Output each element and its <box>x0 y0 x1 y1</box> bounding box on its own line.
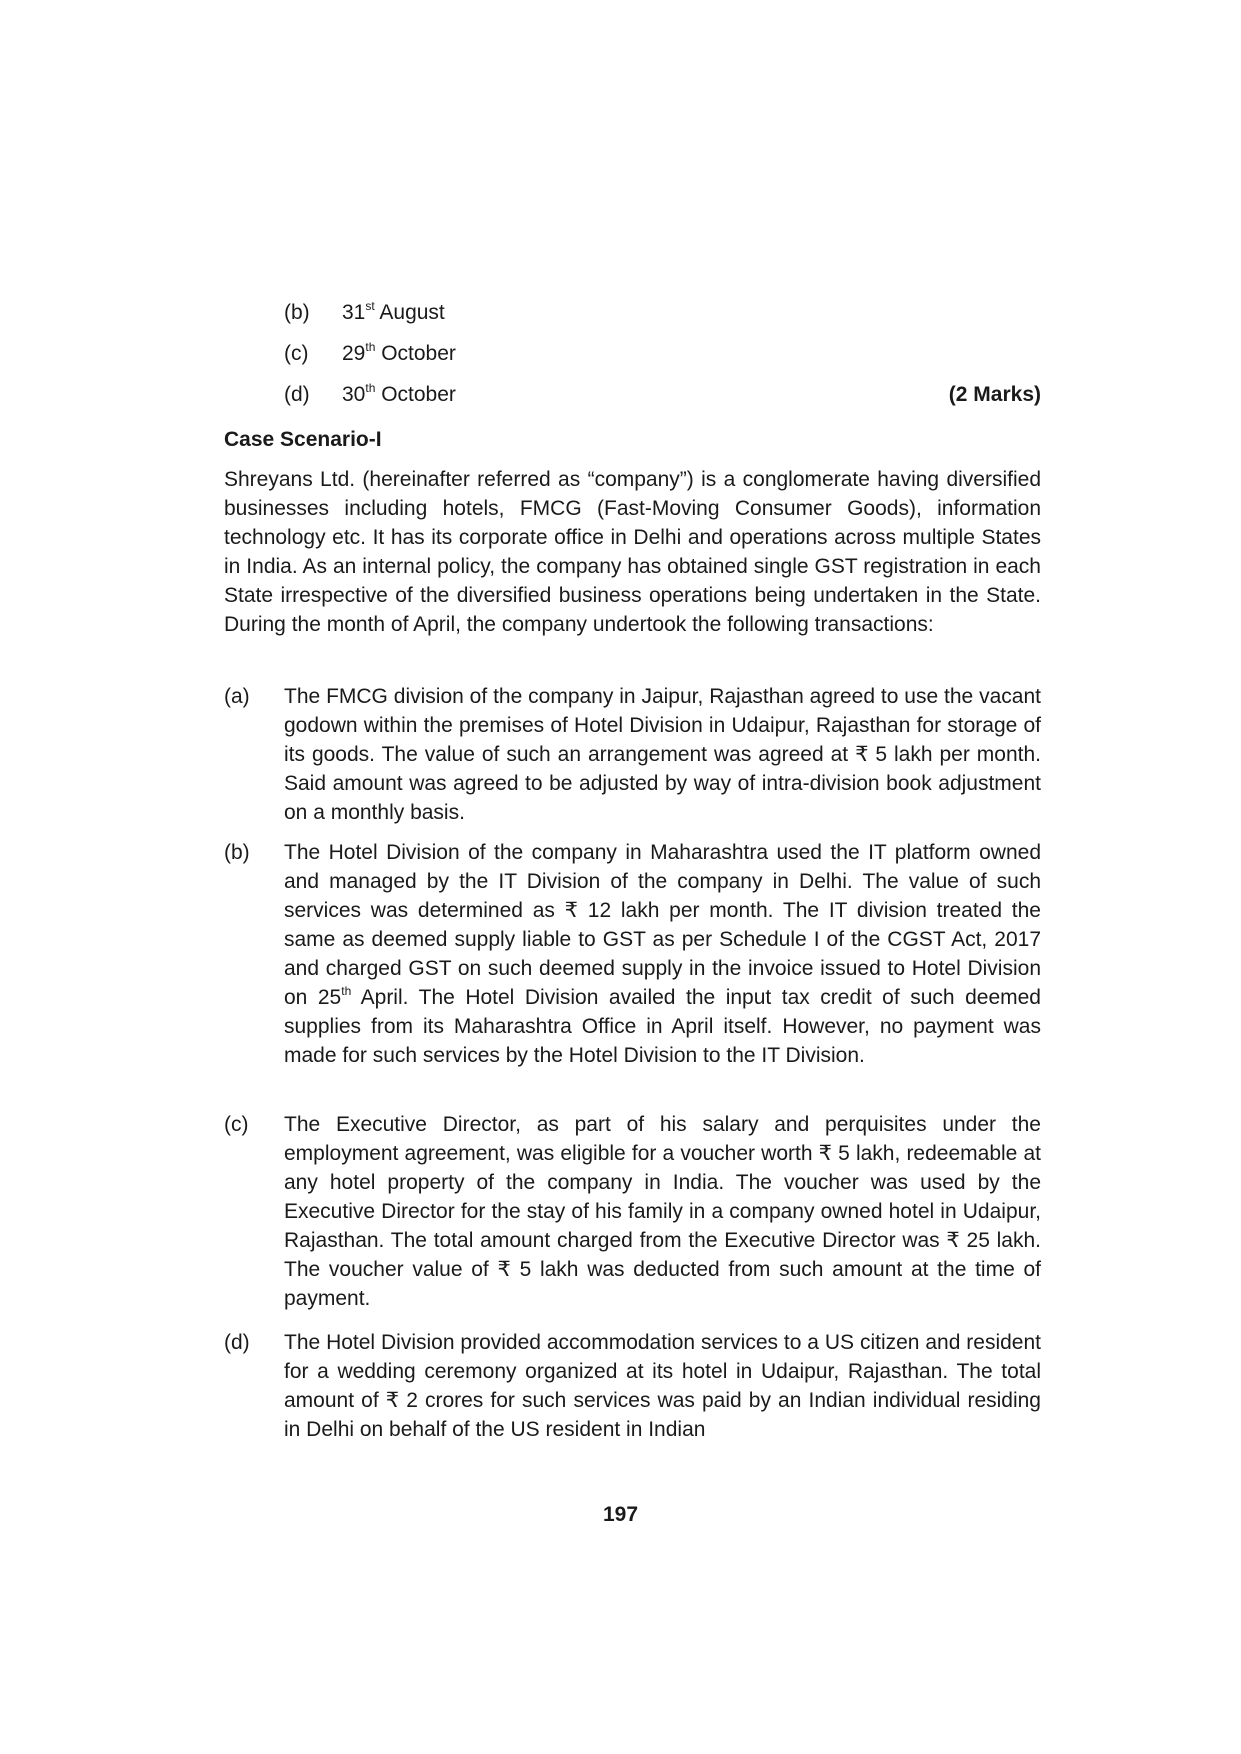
page-number: 197 <box>602 1503 639 1526</box>
option-day: 30 <box>342 383 366 406</box>
option-label: (b) <box>284 301 310 324</box>
item-marker: (d) <box>224 1331 250 1354</box>
intro-paragraph: Shreyans Ltd. (hereinafter referred as “company”) is a conglomerate having diversified businesses including hotels, FMCG (Fast-Moving Consumer Goods), information technology etc. It has its corporate office in Delhi and operations across multiple States in India. As an internal policy, the company has obtained single GST registration in each State irrespective of the diversified business operations being undertaken in the State. During the month of April, the company undertook the following transactions: <box>224 468 1041 636</box>
option-month: August <box>374 301 445 324</box>
item-text: The Hotel Division provided accommodation services to a US citizen and resident for a wedding ceremony organized at its hotel in Udaipur, Rajasthan. The total amount of ₹ 2 crores for such services was paid by an Indian individual residing in Delhi on behalf of the US resident in Indian <box>284 1331 1041 1441</box>
option-month: October <box>375 342 456 365</box>
option-label: (c) <box>284 342 309 365</box>
item-text-part: April. The Hotel Division availed the input tax credit of such deemed supplies from its Maharashtra Office in April itself. However, no payment was made for such services by the Hotel Division to the IT Division. <box>284 986 1041 1067</box>
option-label: (d) <box>284 383 310 406</box>
item-text: The Executive Director, as part of his salary and perquisites under the employment agreement, was eligible for a voucher worth ₹ 5 lakh, redeemable at any hotel property of the company in India. The voucher was used by the Executive Director for the stay of his family in a company owned hotel in Udaipur, Rajasthan. The total amount charged from the Executive Director was ₹ 25 lakh. The voucher value of ₹ 5 lakh was deducted from such amount at the time of payment. <box>284 1113 1041 1310</box>
case-scenario-heading: Case Scenario-I <box>224 428 382 451</box>
item-text <box>284 838 1041 1070</box>
option-month: October <box>375 383 456 406</box>
item-marker: (a) <box>224 685 250 708</box>
transaction-item-b <box>224 838 1041 1070</box>
option-ordinal: st <box>365 299 375 313</box>
item-marker: (c) <box>224 1113 249 1136</box>
transaction-item-a <box>224 682 1041 827</box>
item-marker: (b) <box>224 841 250 864</box>
item-ordinal: th <box>341 984 352 998</box>
option-day: 29 <box>342 342 366 365</box>
option-ordinal: th <box>365 381 376 395</box>
option-c <box>284 339 456 369</box>
option-d <box>284 380 456 410</box>
transaction-item-d <box>224 1328 1041 1444</box>
option-b <box>284 298 445 328</box>
transaction-item-c <box>224 1110 1041 1313</box>
option-day: 31 <box>342 301 366 324</box>
item-text-part: The Hotel Division of the company in Maharashtra used the IT platform owned and managed by the IT Division of the company in Delhi. The value of such services was determined as ₹ 12 lakh per month. The IT division treated the same as deemed supply liable to GST as per Schedule I of the CGST Act, 2017 and charged GST on such deemed supply in the invoice issued to Hotel Division on 25 <box>284 841 1041 1009</box>
item-text: The FMCG division of the company in Jaipur, Rajasthan agreed to use the vacant godown within the premises of Hotel Division in Udaipur, Rajasthan for storage of its goods. The value of such an arrangement was agreed at ₹ 5 lakh per month. Said amount was agreed to be adjusted by way of intra-division book adjustment on a monthly basis. <box>284 685 1041 824</box>
marks-label: (2 Marks) <box>948 383 1041 406</box>
option-ordinal: th <box>365 340 376 354</box>
